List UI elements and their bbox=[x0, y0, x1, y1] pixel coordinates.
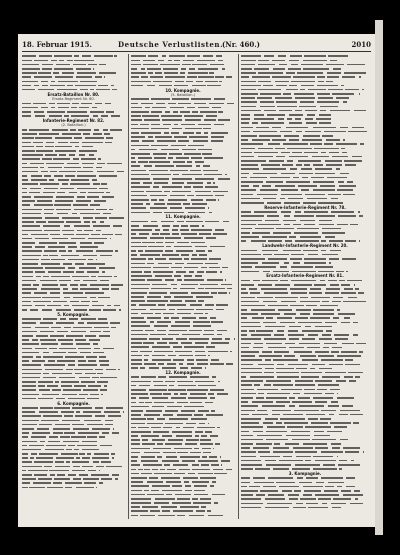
header-title: Deutsche Verlustlisten. bbox=[118, 40, 224, 49]
list-entry bbox=[241, 201, 369, 205]
section-heading: Infanterie-Regiment Nr. 82. bbox=[42, 118, 105, 124]
list-entry bbox=[131, 366, 235, 370]
section-heading: Reserve-Infanterie-Regiment Nr. 78. bbox=[264, 204, 346, 210]
header-page-number: 2010 bbox=[351, 40, 371, 49]
section-heading: 11. Kompagnie. bbox=[165, 214, 201, 220]
section-subheading: Ersatz-Regiment Nr. 80. bbox=[52, 96, 95, 101]
header-rule bbox=[22, 51, 371, 52]
page-header bbox=[22, 40, 371, 50]
list-entry bbox=[22, 88, 125, 92]
list-entry bbox=[22, 485, 125, 489]
column-right bbox=[241, 54, 369, 519]
section-subheading: (2. Bataillon.) bbox=[61, 123, 86, 128]
column-left bbox=[22, 54, 125, 519]
section-heading: 3. Kompagnie. bbox=[288, 471, 322, 476]
header-issue: (Nr. 460.) bbox=[222, 40, 260, 49]
list-entry bbox=[241, 505, 369, 509]
column-middle bbox=[131, 54, 235, 519]
section-heading: Ersatz-Infanterie-Regiment Nr. 81. bbox=[266, 273, 344, 279]
column-divider-2 bbox=[238, 54, 239, 519]
section-heading: 10. Kompagnie. bbox=[165, 87, 201, 93]
list-entry bbox=[241, 239, 369, 243]
section-heading: Ersatz-Bataillon Nr. 80. bbox=[47, 91, 100, 97]
list-entry bbox=[131, 83, 235, 87]
section-heading: 6. Kompagnie. bbox=[57, 400, 90, 406]
section-heading: 12. Kompagnie. bbox=[165, 370, 201, 376]
list-entry bbox=[241, 269, 369, 273]
list-entry bbox=[22, 114, 125, 118]
newspaper-page bbox=[18, 34, 375, 527]
page-edge bbox=[375, 20, 383, 535]
column-divider-1 bbox=[128, 54, 129, 519]
section-heading: Landwehr-Infanterie-Regiment Nr. 20. bbox=[262, 243, 348, 249]
header-date: 18. Februar 1915. bbox=[22, 40, 92, 49]
list-entry bbox=[241, 467, 369, 471]
section-subheading: (5. Bataillon.) bbox=[170, 92, 196, 97]
list-entry bbox=[131, 513, 235, 517]
section-heading: 5. Kompagnie. bbox=[57, 311, 90, 317]
list-entry bbox=[22, 308, 125, 312]
list-entry bbox=[22, 396, 125, 400]
list-entry bbox=[131, 210, 235, 214]
